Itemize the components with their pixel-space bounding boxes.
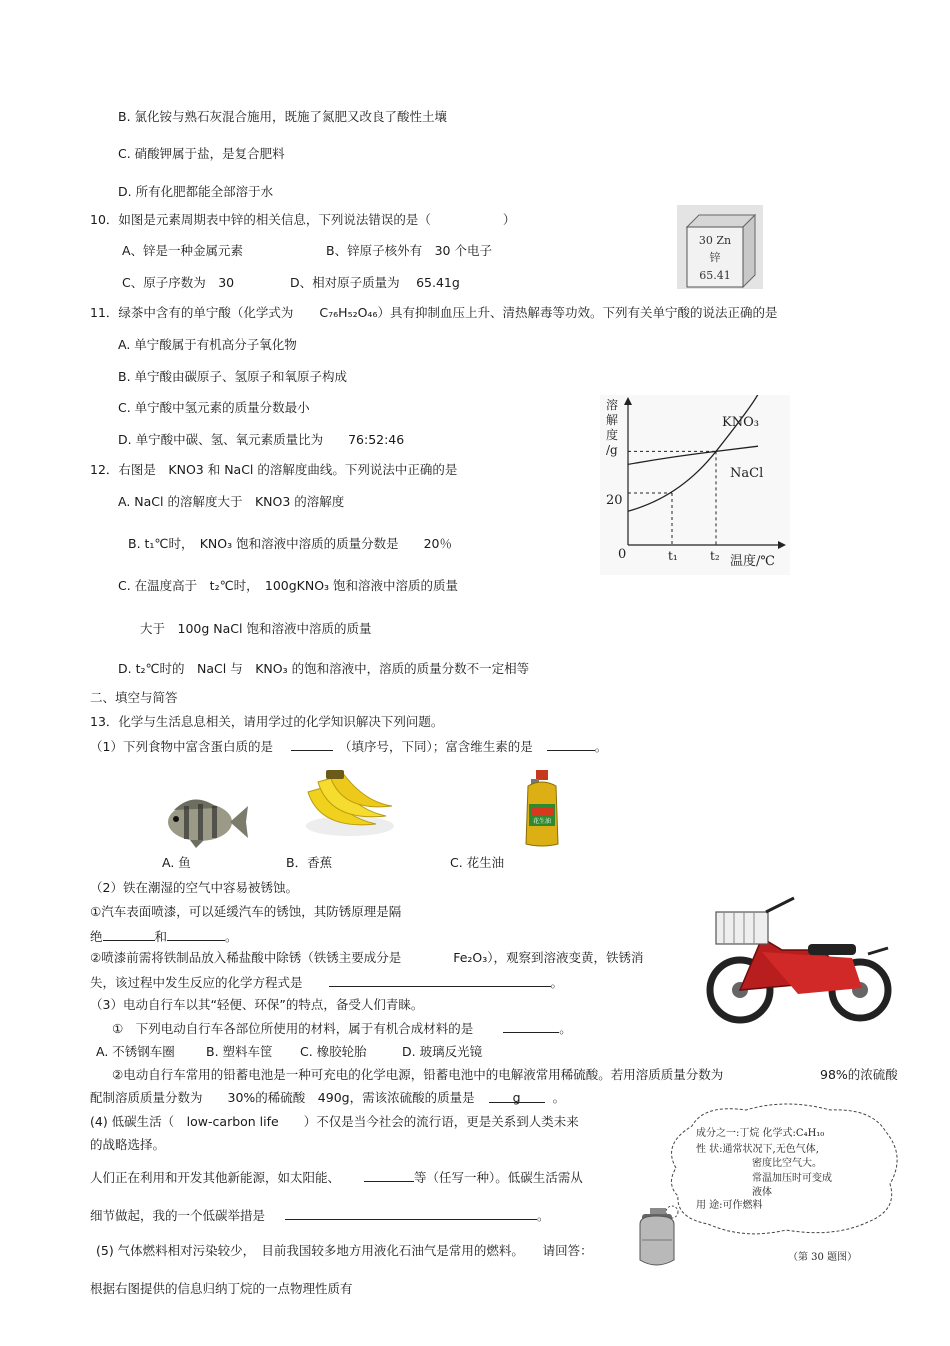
info-line-2: 性 状:通常状况下,无色气体, — [696, 1144, 819, 1155]
q10-stem-text: 10．如图是元素周期表中锌的相关信息，下列说法错误的是（ — [90, 212, 431, 227]
material-option-b: B. 塑料车筐 — [206, 1044, 273, 1059]
peanut-oil-image — [522, 770, 562, 848]
q11-formula: C₇₆H₅₂O₄₆ — [319, 305, 378, 320]
q9-option-c: C. 硝酸钾属于盐，是复合肥料 — [118, 146, 285, 161]
q13-p1-end: 。 — [594, 739, 608, 754]
q11-option-c: C. 单宁酸中氢元素的质量分数最小 — [118, 400, 310, 415]
food-option-a: A. 鱼 — [162, 855, 191, 870]
q13-p4-text-d: 等（任写一种）。低碳生活需从 — [414, 1170, 583, 1185]
info-line-5: 液体 — [752, 1187, 772, 1198]
q11-option-d: D. 单宁酸中碳、氢、氧元素质量比为 76:52:46 — [118, 432, 405, 447]
q13-p32-text-b: 配制溶质质量分数为 30%的稀硫酸 490g，需该浓硫酸的质量是 — [90, 1090, 475, 1105]
q13-stem: 13．化学与生活息息相关，请用学过的化学知识解决下列问题。 — [90, 714, 444, 729]
q12-option-a: A. NaCl 的溶解度大于 KNO3 的溶解度 — [118, 494, 345, 509]
q13-part4-line4 — [90, 1207, 550, 1224]
q13-part2: （2）铁在潮湿的空气中容易被锈蚀。 — [90, 880, 298, 895]
q13-p22-text-b: ），观察到溶液变黄，铁锈消 — [487, 950, 644, 965]
q12-option-c-cont: 大于 100g NaCl 饱和溶液中溶质的质量 — [140, 621, 372, 636]
q13-p21-and: 和 — [154, 929, 168, 944]
info-line-4: 常温加压时可变成 — [752, 1173, 832, 1184]
butane-info-figure — [636, 1100, 902, 1272]
material-option-d: D. 玻璃反光镜 — [402, 1044, 483, 1059]
info-line-3: 密度比空气大。 — [752, 1158, 822, 1169]
zinc-cell-mass: 65.41 — [699, 269, 731, 282]
acid-mass-unit: g — [512, 1090, 521, 1105]
q13-part3-1 — [112, 1020, 572, 1037]
vitamin-answer-blank[interactable] — [547, 738, 595, 751]
q13-part4-line2: 的战略选择。 — [90, 1137, 166, 1152]
q13-part3-2-line2 — [90, 1090, 565, 1106]
q11-option-b: B. 单宁酸由碳原子、氢原子和氧原子构成 — [118, 369, 348, 384]
rust-equation-blank[interactable] — [329, 974, 551, 987]
q13-p22-end: 。 — [550, 975, 564, 990]
section-2-title: 二、填空与简答 — [90, 690, 178, 705]
q13-p22-text-a: ②喷漆前需将铁制品放入稀盐酸中除锈（铁锈主要成分是 — [90, 950, 402, 965]
kno3-curve-label: KNO₃ — [722, 415, 759, 430]
q13-fe2o3: Fe₂O₃ — [453, 950, 488, 965]
synthetic-material-blank[interactable] — [503, 1020, 559, 1033]
q10-stem — [90, 212, 515, 228]
q13-part4-line3 — [90, 1169, 583, 1186]
q13-part2-2-line1 — [90, 950, 644, 966]
origin-label: 0 — [618, 547, 627, 562]
q13-p1-text-b: （填序号，下同）；富含维生素的是 — [338, 739, 533, 754]
q13-part5-line2: 根据右图提供的信息归纳丁烷的一点物理性质有 — [90, 1281, 353, 1296]
rust-condition-blank-1[interactable] — [103, 928, 155, 941]
q12-option-c: C. 在温度高于 t₂℃时， 100gKNO₃ 饱和溶液中溶质的质量 — [118, 578, 459, 593]
q13-p22-text-c: 失，该过程中发生反应的化学方程式是 — [90, 975, 303, 990]
zinc-element-cell-figure — [677, 205, 763, 289]
q12-option-d: D. t₂℃时的 NaCl 与 KNO₃ 的饱和溶液中，溶质的质量分数不一定相等 — [118, 661, 530, 676]
q12-option-b: B. t₁℃时， KNO₃ 饱和溶液中溶质的质量分数是 20％ — [128, 536, 452, 551]
material-option-a: A. 不锈钢车圈 — [96, 1044, 175, 1059]
oil-bottle-label: 花生油 — [532, 818, 552, 825]
q11-stem-a: 11．绿茶中含有的单宁酸（化学式为 — [90, 305, 294, 320]
q13-p21-prefix: 绝 — [90, 929, 103, 944]
y-label-line1: 溶 — [606, 398, 619, 412]
banana-image — [300, 768, 400, 840]
x-tick-t1: t₁ — [668, 549, 678, 563]
q13-part5-line1: (5) 气体燃料相对污染较少， 目前我国较多地方用液化石油气是常用的燃料。 请回答： — [96, 1243, 593, 1258]
q13-part3: （3）电动自行车以其“轻便、环保”的特点，备受人们青睐。 — [90, 997, 424, 1012]
q13-part3-2-line1: ②电动自行车常用的铅蓄电池是一种可充电的化学电源，铅蓄电池中的电解液常用稀硫酸。若用溶质质量分数为 — [112, 1067, 724, 1082]
fish-image — [160, 770, 252, 850]
q13-part3-2-percent: 98%的浓硫酸 — [820, 1067, 898, 1082]
q11-option-a: A. 单宁酸属于有机高分子氧化物 — [118, 337, 297, 352]
q9-option-d: D. 所有化肥都能全部溶于水 — [118, 184, 274, 199]
acid-mass-blank[interactable] — [489, 1090, 545, 1103]
y-label-line4: /g — [606, 443, 618, 457]
food-option-c: C. 花生油 — [450, 855, 505, 870]
x-axis-label: 温度/℃ — [730, 554, 775, 569]
zinc-cell-number-symbol: 30 Zn — [698, 234, 732, 247]
q10-paren-close: ） — [502, 212, 516, 227]
q11-stem-b: ）具有抑制血压上升、清热解毒等功效。下列有关单宁酸的说法正确的是 — [377, 305, 778, 320]
q10-option-b: B、锌原子核外有 30 个电子 — [326, 243, 492, 258]
q13-p4-text-e: 细节做起，我的一个低碳举措是 — [90, 1208, 266, 1223]
low-carbon-action-blank[interactable] — [285, 1207, 537, 1220]
q10-option-c: C、原子序数为 30 — [122, 275, 235, 290]
q10-option-a: A、锌是一种金属元素 — [122, 243, 244, 258]
nacl-curve-label: NaCl — [730, 466, 764, 481]
q10-option-d: D、相对原子质量为 65.41g — [290, 275, 460, 290]
q13-part4-line1: (4) 低碳生活（ low-carbon life ）不仅是当今社会的流行语，更是关系到人类未来 — [90, 1114, 579, 1129]
q13-p1-text-a: （1）下列食物中富含蛋白质的是 — [90, 739, 273, 754]
y-label-line2: 解 — [606, 413, 619, 427]
q13-p4-end: 。 — [537, 1208, 550, 1223]
x-tick-t2: t₂ — [710, 549, 720, 563]
q13-part2-2-line2 — [90, 974, 563, 991]
q11-stem — [90, 305, 777, 321]
q13-p4-text-c: 人们正在利用和开发其他新能源，如太阳能、 — [90, 1170, 341, 1185]
rust-condition-blank-2[interactable] — [167, 928, 225, 941]
protein-answer-blank[interactable] — [291, 738, 333, 751]
q13-p32-end: 。 — [552, 1090, 566, 1105]
q13-part2-1-line1: ①汽车表面喷漆，可以延缓汽车的锈蚀，其防锈原理是隔 — [90, 904, 402, 919]
zinc-cell-name: 锌 — [709, 251, 721, 264]
material-option-c: C. 橡胶轮胎 — [300, 1044, 367, 1059]
info-line-6: 用 途:可作燃料 — [696, 1200, 763, 1211]
q13-p31-text: ① 下列电动自行车各部位所使用的材料，属于有机合成材料的是 — [112, 1021, 474, 1036]
food-option-b: B．香蕉 — [286, 855, 333, 870]
new-energy-blank[interactable] — [364, 1169, 414, 1182]
figure-caption: （第 30 题图） — [788, 1252, 858, 1263]
solubility-chart — [600, 395, 790, 575]
q13-p31-end: 。 — [559, 1021, 572, 1036]
q9-option-b: B. 氯化铵与熟石灰混合施用，既施了氮肥又改良了酸性土壤 — [118, 109, 448, 124]
q13-part1 — [90, 738, 607, 755]
y-tick-20: 20 — [606, 493, 623, 508]
y-label-line3: 度 — [606, 428, 619, 442]
q13-part2-1-line2 — [90, 928, 238, 945]
q13-p21-end: 。 — [225, 929, 238, 944]
electric-bike-image — [702, 892, 894, 1030]
info-line-1: 成分之一:丁烷 化学式:C₄H₁₀ — [696, 1128, 825, 1139]
q12-stem: 12．右图是 KNO3 和 NaCl 的溶解度曲线。下列说法中正确的是 — [90, 462, 458, 477]
